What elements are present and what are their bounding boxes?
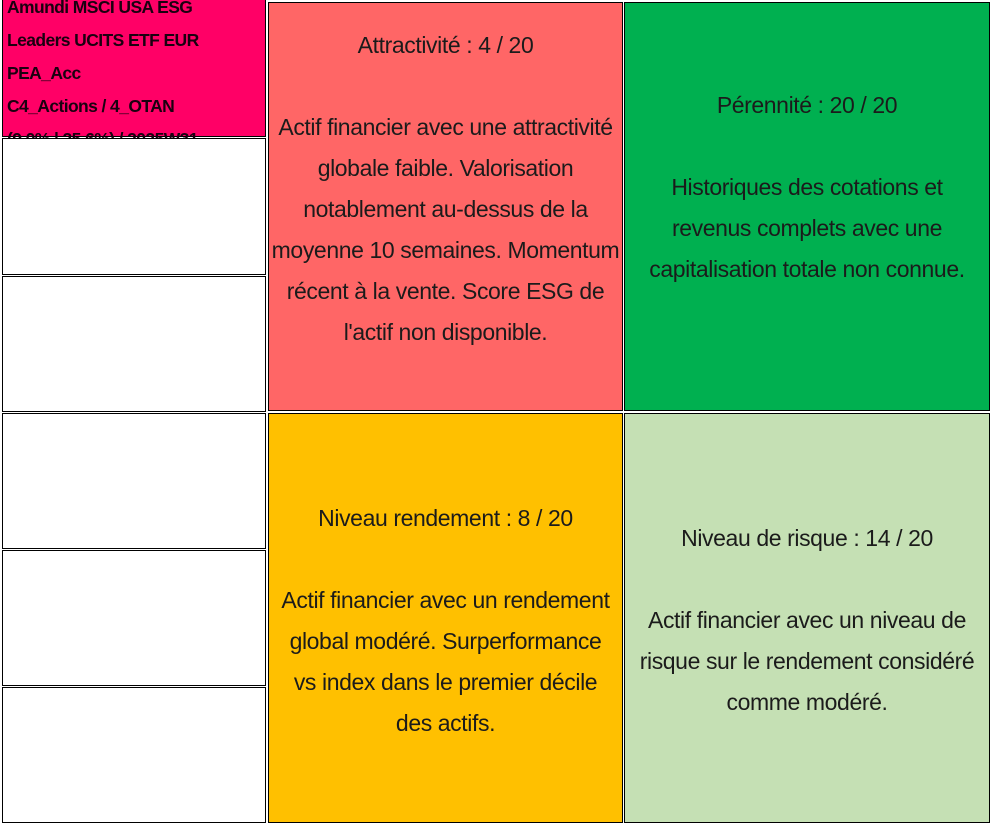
risque-description: Actif financier avec un niveau de risque sur le rendement considéré comme modéré.: [639, 607, 975, 715]
attractivite-cell: [268, 2, 623, 411]
perennite-description: Historiques des cotations et revenus complets avec une capitalisation totale non connue.: [649, 174, 965, 282]
asset-header-cell: [2, 0, 266, 137]
empty-side-cell: [2, 550, 266, 686]
empty-side-cell: [2, 413, 266, 549]
asset-header-text: [7, 0, 267, 156]
empty-side-cell: [2, 138, 266, 275]
risque-cell: [624, 413, 990, 823]
asset-name-line-1: Amundi MSCI USA ESG: [7, 0, 193, 17]
attractivite-description: Actif financier avec une attractivité globale faible. Valorisation notablement au-dessus de la moyenne 10 semaines. Momentum récent à la vente. Score ESG de l'actif non disponible.: [271, 114, 620, 345]
rendement-score: Niveau rendement : 8 / 20: [318, 505, 573, 531]
perennite-cell: [624, 2, 990, 411]
rendement-cell: [268, 413, 623, 823]
perennite-score: Pérennité : 20 / 20: [716, 92, 898, 118]
rendement-description: Actif financier avec un rendement global modéré. Surperformance vs index dans le premier décile des actifs.: [281, 587, 610, 736]
asset-name-line-2: Leaders UCITS ETF EUR: [7, 30, 199, 50]
empty-side-cell: [2, 276, 266, 412]
empty-side-cell: [2, 687, 266, 823]
risque-score: Niveau de risque : 14 / 20: [681, 525, 933, 551]
attractivite-score: Attractivité : 4 / 20: [357, 32, 534, 58]
asset-name-line-3: PEA_Acc: [7, 63, 81, 83]
asset-category-line: C4_Actions / 4_OTAN: [7, 96, 175, 116]
